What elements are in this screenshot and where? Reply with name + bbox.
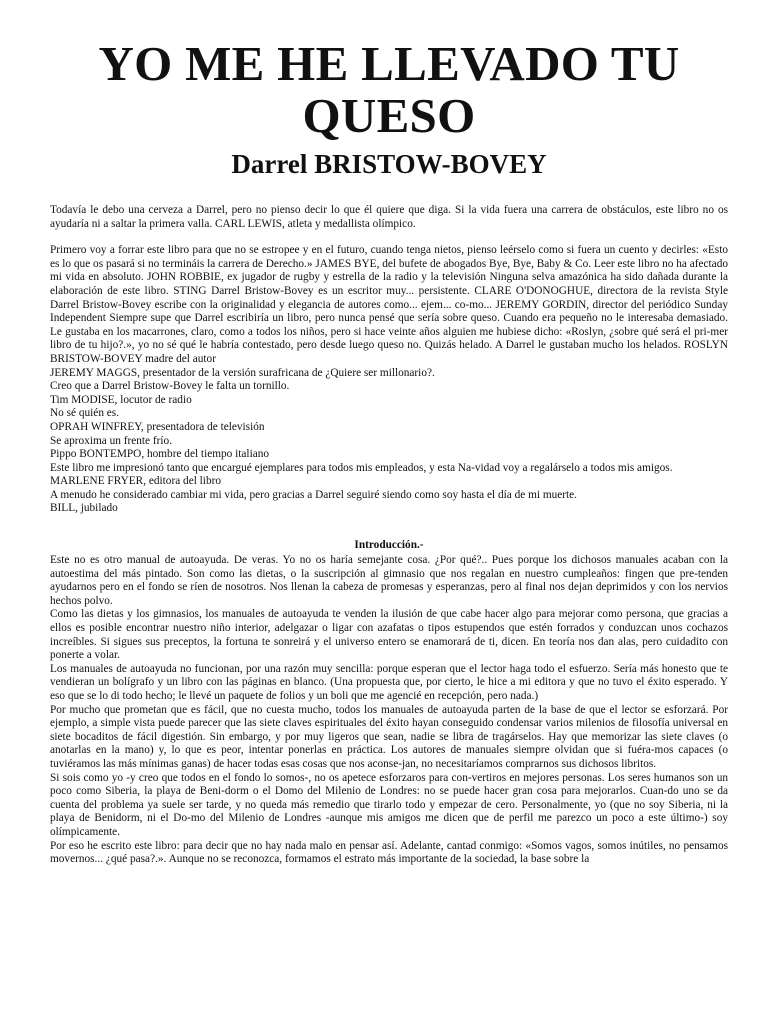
body-paragraph: Por eso he escrito este libro: para decir que no hay nada malo en pensar así. Adelante, cantad conmigo: «Somos vagos, somos inútiles, no pensamos movernos... ¿qué pasa?.». Aunque no se reconozca, formamos el estrato más importante de la sociedad, la base sobre la <box>50 839 728 866</box>
body-paragraph: Los manuales de autoayuda no funcionan, por una razón muy sencilla: porque esperan que el lector haga todo el esfuerzo. Sería más honesto que te vendieran un bolígrafo y un libro con las páginas en blanco. (Una propuesta que, por cierto, le hice a mi editora y que no tuvo el éxito esperado. Y eso que se lo di todo hecho; le llevé un paquete de folios y un boli que me agencié en recepción, pero nada.) <box>50 662 728 702</box>
book-title: YO ME HE LLEVADO TU QUESO <box>98 36 680 143</box>
blurb-line: OPRAH WINFREY, presentadora de televisión <box>50 420 265 433</box>
blurb-line: No sé quién es. <box>50 407 120 420</box>
blurb-line: JEREMY MAGGS, presentador de la versión surafricana de ¿Quiere ser millonario?. <box>50 366 435 379</box>
blurb-line: MARLENE FRYER, editora del libro <box>50 475 222 488</box>
body-paragraph: Por mucho que prometan que es fácil, que no cuesta mucho, todos los manuales de autoayuda parten de la base de que el lector se esforzará. Por ejemplo, a simple vista puede parecer que las siete claves espirituales del éxito hayan conseguido condensar varios milenios de filosofía universal en siete bocaditos de fácil digestión. Sin embargo, y por muy ligeros que sean, nadie se libra de tragárselos. Hay que memorizar las siete claves (o anotarlas en la mano) y, lo que es peor, intentar ponerlas en práctica. Los autores de manuales siempre olvidan que si fuéra-mos capaces (o tuviéramos las más mínimas ganas) de hacer todas esas cosas que nos aconse-jan, no necesitaríamos comprarnos sus dichosos libritos. <box>50 703 728 770</box>
blurb-line: Creo que a Darrel Bristow-Bovey le falta un tornillo. <box>50 380 290 393</box>
body-paragraph: Si sois como yo -y creo que todos en el fondo lo somos-, no os apetece esforzaros para con-vertiros en mejores personas. Los seres humanos son un poco como Siberia, la playa de Beni-dorm o el Domo del Milenio de Londres: no se puede hacer gran cosa para mejorarlos. Cuan-do uno se da cuenta del problema ya suele ser tarde, y no queda más remedio que tirarlo todo y empezar de cero. Personalmente, yo (que no soy Siberia, ni la playa de Benidorm, ni el Do-mo del Milenio de Londres -aunque mis amigos me dicen que de perfil me parezco un poco a este último-) soy olímpicamente. <box>50 771 728 838</box>
blurb-line: Este libro me impresionó tanto que encargué ejemplares para todos mis empleados, y esta Na-vidad voy a regalárselo a todos mis amigos. <box>50 461 673 474</box>
blurb-paragraph: Primero voy a forrar este libro para que no se estropee y en el futuro, cuando tenga nietos, pienso leérselo como si fuera un cuento y decirles: «Esto es lo que os pasará si no termináis la carrera de Derecho.» JAMES BYE, del bufete de abogados Bye, Bye, Baby & Co. Leer este libro no ha afectado mi vida en absoluto. JOHN ROBBIE, ex jugador de rugby y estrella de la radio y la televisión Ninguna selva amazónica ha sido dañada durante la elaboración de este libro. STING Darrel Bristow-Bovey es un escritor muy... persistente. CLARE O'DONOGHUE, directora de la revista Style Darrel Bristow-Bovey escribe con la originalidad y elegancia de autores como... ejem... co-mo... JEREMY GORDIN, director del periódico Sunday Independent Siempre supe que Darrel escribiría un libro, pero nunca pensé que sería sobre queso. Cuando era pequeño no le interesaba demasiado. Le gustaba en los macarrones, claro, como a todos los niños, pero si hace veinte años alguien me hubiese dicho: «Roslyn, ¿sobre qué será el pri-mer libro de tu hijo?.», yo no sé qué le habría contestado, pero desde luego queso no. Quizás helado. A Darrel le gustaban mucho los helados. ROSLYN BRISTOW-BOVEY madre del autor <box>50 244 728 365</box>
blurb-paragraph: Todavía le debo una cerveza a Darrel, pero no pienso decir lo que él quiere que diga. Si la vida fuera una carrera de obstáculos, este libro no os ayudaría ni a saltar la primera valla. CARL LEWIS, atleta y medallista olímpico. <box>50 204 728 230</box>
book-author: Darrel BRISTOW-BOVEY <box>231 149 547 179</box>
body-paragraph: Este no es otro manual de autoayuda. De veras. Yo no os haría semejante cosa. ¿Por qué?.. Pues porque los dichosos manuales acaban con la autoestima del más pintado. Son como las dietas, o la suscripción al gimnasio que nos regalan en nuestro cumpleaños: fingen que pre-tenden ayudarnos pero en el fondo se ríen de nosotros. Nos llenan la cabeza de promesas y esperanzas, pero al final nos dejan deprimidos y con los nervios hechos polvo. <box>50 554 728 607</box>
blurb-line: Pippo BONTEMPO, hombre del tiempo italiano <box>50 448 270 461</box>
blurb-line: BILL, jubilado <box>50 502 118 515</box>
section-heading: Introducción.- <box>354 539 424 552</box>
body-paragraph: Como las dietas y los gimnasios, los manuales de autoayuda te venden la ilusión de que cabe hacer algo para mejorar como persona, que gracias a ellos es posible encontrar nuestro niño interior, adelgazar o ligar con azafatas o tipos estupendos que estén forrados y conduzcan unos cochazos increíbles. Si sigues sus preceptos, la fortuna te sonreirá y el universo entero se enamorará de ti, dicen. En teoría nos dan alas, pero cuidadito con ponerte a volar. <box>50 608 728 662</box>
blurb-line: Tim MODISE, locutor de radio <box>50 393 192 406</box>
blurb-line: Se aproxima un frente frío. <box>50 434 173 447</box>
blurb-line: A menudo he considerado cambiar mi vida, pero gracias a Darrel seguiré siendo como soy hasta el día de mi muerte. <box>50 488 578 501</box>
